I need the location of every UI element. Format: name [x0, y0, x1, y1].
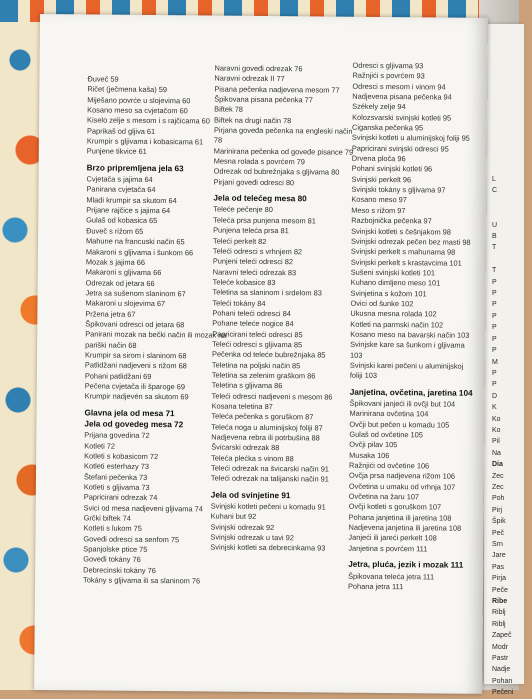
- right-page-fragment: U: [492, 221, 498, 229]
- right-page-fragment: K: [492, 404, 497, 412]
- index-entry: Spanjolske ptice 75: [83, 544, 148, 555]
- index-entry: Štefani pečenka 73: [83, 472, 148, 482]
- right-page-fragment: Pečeni: [492, 689, 514, 697]
- index-entry: Kotleti na parmski način 102: [350, 319, 444, 330]
- index-entry: Teleći odresci s vrhnjem 82: [212, 246, 303, 257]
- right-page-fragment: Pil: [492, 438, 500, 446]
- index-entry: Prijane rajčice s jajima 64: [86, 205, 171, 216]
- index-entry: Nadjevena janjetina ili jaretina 108: [348, 522, 462, 533]
- index-entry: Svinjetina s kožom 101: [350, 288, 427, 298]
- index-entry: Teletina na poljski način 85: [211, 360, 301, 370]
- index-entry: Punjena teleća prsa 81: [213, 225, 289, 236]
- index-entry: Pohani teleći odresci 84: [212, 308, 291, 319]
- right-page-fragment: Riblj: [492, 609, 506, 617]
- right-page-column: [492, 174, 532, 699]
- right-page-fragment: Pohan: [492, 677, 513, 685]
- right-page-fragment: Peč: [492, 529, 505, 537]
- right-page-fragment: P: [492, 324, 497, 332]
- index-entry: Naravni goveđi odrezak 76: [214, 63, 303, 74]
- index-entry: Kosano meso 97: [351, 195, 407, 205]
- index-entry: Ražnjići s povrćem 93: [352, 71, 425, 81]
- index-entry: Kosano meso sa cvjetačom 60: [87, 105, 188, 116]
- index-entry: Meso s rižom 97: [351, 205, 406, 216]
- index-entry: Teleći odresci s gljivama 85: [212, 339, 303, 350]
- right-page-fragment: Pirja: [492, 575, 507, 583]
- index-entry: Đuveč 59: [87, 74, 119, 84]
- index-entry: Teleći odresci nadjeveni s mesom 86: [211, 391, 333, 402]
- index-entry: Svinjski odrezak u tavi 92: [210, 532, 294, 543]
- index-section-heading: Jela od svinjetine 91: [210, 490, 291, 500]
- right-page-fragment: [492, 208, 532, 219]
- index-entry: Nadjevena pisana pečenka 94: [352, 91, 452, 102]
- index-entry: Jetra sa sušenom slaninom 67: [85, 288, 186, 299]
- index-entry: Odresci s gljivama 93: [352, 60, 424, 71]
- index-entry: Krumpir sa sirom i slaninom 68: [84, 350, 187, 361]
- right-page-fragment: [492, 254, 532, 265]
- right-page-fragment: P: [492, 369, 497, 377]
- index-entry: Cvjetača s jajima 64: [86, 174, 153, 185]
- index-entry: Odresci s mesom i vinom 94: [352, 81, 446, 92]
- index-entry: Kolozsvarski svinjski kotleti 95: [352, 112, 452, 123]
- index-entry: Goveđi tokány 76: [83, 554, 141, 565]
- index-entry: Mesna rolada s povrćem 79: [213, 156, 305, 167]
- index-entry: Teleća pečenka s goruškom 87: [211, 411, 314, 422]
- index-entry: Marinirana ovčetina 104: [349, 409, 429, 419]
- index-entry: Kotleti s kobasicom 72: [84, 451, 159, 462]
- index-entry: Janjeći ili jareći perkelt 108: [348, 533, 437, 543]
- index-entry: Prijana govedina 72: [84, 430, 150, 441]
- index-entry: Miješano povrće u slojevima 60: [87, 95, 191, 106]
- index-entry: Makaroni s gljivama i šunkom 66: [85, 246, 194, 257]
- right-page-fragment: Pas: [492, 563, 505, 571]
- index-entry: Razbojnička pečenka 97: [351, 215, 432, 226]
- index-entry: Krumpir s gljivama i kobasicama 61: [86, 136, 204, 147]
- index-entry: Svinjski kotleti u aluminijskoj foliji 95: [351, 133, 470, 144]
- index-entry: Teleće kobasice 83: [212, 277, 276, 287]
- right-page-fragment: L: [492, 176, 496, 183]
- index-entry: Pisana pečenka nadjevena mesom 77: [214, 84, 340, 95]
- index-entry: Teleći odrezak na talijanski način 91: [210, 473, 329, 484]
- right-page-fragment: Jare: [492, 552, 506, 560]
- right-page-fragment: Ribe: [492, 598, 508, 606]
- index-entry: Svici od mesa nadjeveni gljivama 74: [83, 503, 203, 514]
- index-entry: Teleća plećka s vinom 88: [211, 453, 294, 463]
- right-page-fragment: Dia: [492, 461, 503, 469]
- index-entry: Kuhani but 92: [210, 511, 257, 522]
- index-entry: Pečena cvjetača ili šparoge 69: [84, 381, 186, 392]
- index-entry: Ciganska pečenka 95: [351, 122, 424, 133]
- index-entry: Pohana janjetina ili jaretina 108: [348, 512, 452, 523]
- index-entry: Kotleti esterhazy 73: [84, 461, 150, 472]
- index-entry: Mariniranа pečenka od goveđe pisance 79: [213, 146, 354, 157]
- right-page-fragment: Zec: [492, 472, 504, 480]
- index-entry: Gulaš od ovčetine 105: [349, 429, 423, 440]
- index-entry: Svinjski perkelt s krastavcima 101: [350, 257, 462, 268]
- index-entry: Ovčja prsa nadjevena rižom 106: [348, 471, 456, 482]
- index-entry: Teleća prsa punjena mesom 81: [213, 215, 316, 226]
- right-page-fragment: P: [492, 381, 497, 389]
- index-entry: Tokány s gljivama ili sa slaninom 76: [83, 575, 201, 586]
- right-page-fragment: T: [492, 244, 497, 252]
- index-entry: Mladi krumpir sa skutom 64: [86, 195, 177, 205]
- book-page: [34, 14, 488, 694]
- right-page: [484, 24, 524, 697]
- index-entry: Svinjski perkelt 96: [351, 174, 412, 185]
- right-page-fragment: P: [492, 335, 497, 343]
- index-entry: Kuhano dimljeno meso 101: [350, 277, 441, 288]
- right-page-fragment: T: [492, 267, 497, 275]
- index-entry: Biftek na drugi način 78: [214, 115, 292, 125]
- index-entry: Teleći perkelt 82: [212, 236, 267, 246]
- right-page-fragment: Ko: [492, 426, 501, 434]
- index-entry: Ovčji pilav 105: [349, 440, 398, 450]
- index-entry: Ovčetina u umaku od vrhnja 107: [348, 481, 456, 492]
- index-entry: Paprikaš od gljiva 61: [86, 126, 156, 136]
- index-section-heading: Jetra, pluća, jezik i mozak 111: [348, 559, 464, 570]
- right-page-fragment: Srn: [492, 541, 503, 548]
- right-page-fragment: P: [492, 278, 497, 286]
- index-entry: Odrezak od jetara 66: [85, 277, 155, 288]
- index-entry: Teletina sa zelenim graškom 86: [211, 370, 316, 381]
- index-entry: Teleći odrezak na švicarski način 91: [211, 463, 329, 474]
- index-entry: Makaroni s gljivama 66: [85, 267, 162, 278]
- index-section-heading: Jela od govedeg mesa 72: [84, 419, 184, 430]
- right-page-fragment: Pirj: [492, 506, 503, 514]
- index-entry: Pohani patlidžani 69: [84, 371, 152, 381]
- index-entry: Papricirani svinjski odresci 95: [351, 143, 449, 154]
- right-page-fragment: P: [492, 301, 497, 309]
- index-entry: Gulaš od kobasica 65: [86, 215, 158, 226]
- index-entry: Ovčji but pečen u komadu 105: [349, 419, 450, 430]
- index-section-heading: Janjetina, ovčetina, jaretina 104: [349, 387, 473, 398]
- index-entry: Ovčji kotleti s goruškom 107: [348, 502, 442, 512]
- right-page-fragment: Na: [492, 449, 501, 457]
- right-page-fragment: P: [492, 312, 497, 320]
- index-entry: Janjetina s povrćem 111: [348, 543, 428, 554]
- right-page-fragment: Nadje: [492, 666, 511, 674]
- index-section-heading: Glavna jela od mesa 71: [84, 408, 175, 418]
- index-entry: Kosana teletina 87: [211, 401, 273, 412]
- index-entry: Teletina s gljivama 86: [211, 380, 283, 391]
- index-entry: Đuveč s rižom 65: [86, 226, 144, 236]
- index-entry: Pržena jetra 67: [85, 308, 136, 319]
- index-entry: Špikovana teleća jetra 111: [348, 571, 435, 581]
- right-page-fragment: M: [492, 358, 498, 366]
- index-entry: Makaroni u slojevima 67: [85, 298, 166, 309]
- index-entry: Punjeni teleći odresci 82: [212, 256, 294, 267]
- index-section-heading: Brzo pripremljena jela 63: [86, 163, 184, 174]
- index-entry: Ovici od šunke 102: [350, 298, 414, 309]
- index-entry: Ričet (ječmena kaša) 59: [87, 84, 168, 95]
- index-entry: Goveđi odresci sa senfom 75: [83, 534, 180, 545]
- index-section-heading: Jela od telećeg mesa 80: [213, 193, 307, 204]
- index-entry: Musaka 106: [349, 450, 390, 460]
- index-entry: Pohani svinjski kotleti 96: [351, 164, 433, 174]
- index-entry: Pirjana goveđa pečenka na engleski način 78: [213, 125, 353, 146]
- right-page-fragment: Zapeč: [492, 632, 512, 640]
- index-entry: Papricirani teleći odresci 85: [212, 329, 303, 339]
- index-entry: Švicarski odrezak 88: [211, 442, 280, 453]
- index-entry: Pečenka od teleće bubrežnjaka 85: [211, 349, 326, 360]
- index-entry: Špikovani janjeći ili ovčji but 104: [349, 398, 456, 409]
- index-entry: Debrecinski tokány 76: [83, 565, 156, 575]
- index-entry: Svinjske kare sa šunkom i gljivama 103: [349, 340, 465, 360]
- index-entry: Panirani mozak na bečki način ili mozak na pariški način 68: [85, 329, 227, 350]
- right-page-fragment: Modr: [492, 643, 508, 651]
- index-entry: Odrezak od bubrežnjaka s gljivama 80: [213, 166, 340, 178]
- index-entry: Svinjski odrezak pečen bez masti 98: [350, 236, 471, 247]
- index-entry: Kotleti s gljivama 73: [83, 482, 150, 493]
- index-entry: Svinjski karei pečeni u aluminijskoj foliji 103: [349, 360, 464, 381]
- index-entry: Nadjevena rebra ili potrbušina 88: [211, 432, 320, 443]
- index-entry: Pohane teleće nogice 84: [212, 318, 294, 329]
- index-entry: Panirana cvjetača 64: [86, 184, 156, 195]
- right-page-fragment: Zec: [492, 483, 504, 491]
- index-entry: Špikovani odresci od jetara 68: [85, 319, 185, 330]
- right-page-fragment: Špik: [492, 518, 506, 526]
- right-page-fragment: P: [492, 347, 497, 355]
- index-entry: Kotleti 72: [84, 441, 116, 451]
- index-entry: Patlidžani nadjeveni s rižom 68: [84, 360, 187, 371]
- index-entry: Sušeni svinjski kotleti 101: [350, 267, 436, 278]
- right-page-fragment: Ko: [492, 415, 501, 423]
- right-page-fragment: Peče: [492, 586, 508, 594]
- index-entry: Teleće pečenje 80: [213, 204, 273, 215]
- index-entry: Grčki biftek 74: [83, 513, 131, 523]
- index-entry: Svinjski kotleti pečeni u komadu 91: [210, 501, 326, 512]
- index-entry: Mozak s jajima 66: [85, 257, 146, 267]
- index-column-3: [348, 61, 481, 593]
- index-entry: Punjene tikvice 61: [86, 146, 147, 157]
- index-entry: Ražnjići od ovčetine 106: [349, 460, 430, 471]
- index-entry: Drvena ploča 96: [351, 153, 406, 164]
- index-entry: Krumpir nadjevén sa skutom 69: [84, 391, 189, 402]
- index-entry: Svinjski tokány s gljivama 97: [351, 184, 446, 195]
- index-entry: Kiselo zelje s mesom i s rajčicama 60: [87, 115, 210, 126]
- right-page-fragment: [492, 197, 532, 208]
- index-entry: Svinjski odrezak 92: [210, 522, 275, 532]
- index-entry: Svinjski kotleti s češnjakom 98: [351, 226, 451, 237]
- right-page-fragment: Riblj: [492, 620, 506, 628]
- index-entry: Špikovana pisana pečenka 77: [214, 94, 313, 105]
- index-entry: Kosano meso na bavarski način 103: [350, 329, 470, 340]
- index-entry: Székely zelje 94: [352, 102, 406, 112]
- right-page-fragment: Pastr: [492, 655, 509, 663]
- index-entry: Svinjski kotleti sa debrecinkama 93: [210, 542, 326, 553]
- index-entry: Svinjski perkelt s mahunama 98: [350, 246, 456, 257]
- index-entry: Kotleti s lukom 75: [83, 523, 142, 534]
- index-column-2: [210, 64, 359, 555]
- index-entry: Teleći tokány 84: [212, 298, 266, 308]
- right-page-fragment: P: [492, 290, 497, 298]
- index-entry: Biftek 78: [214, 104, 243, 115]
- index-entry: Naravni teleći odrezak 83: [212, 267, 297, 277]
- index-entry: Ukusna mesna rolada 102: [350, 308, 437, 319]
- index-entry: Naravni odrezak II 77: [214, 73, 285, 84]
- index-entry: Pohana jetra 111: [347, 581, 404, 592]
- index-entry: Papricirani odrezak 74: [83, 492, 158, 503]
- right-page-fragment: C: [492, 187, 498, 195]
- index-entry: Teletina sa slaninom i srdelom 83: [212, 287, 322, 298]
- right-page-fragment: B: [492, 233, 497, 241]
- index-entry: Ovčetina na žaru 107: [348, 491, 420, 502]
- index-entry: Mahune na francuski način 65: [85, 236, 185, 247]
- right-page-fragment: D: [492, 392, 498, 400]
- index-entry: Teleća noga u aluminijskoj foliji 87: [211, 422, 323, 433]
- right-page-fragment: Poh: [492, 495, 505, 503]
- index-entry: Pirjani goveđi odresci 80: [213, 177, 295, 188]
